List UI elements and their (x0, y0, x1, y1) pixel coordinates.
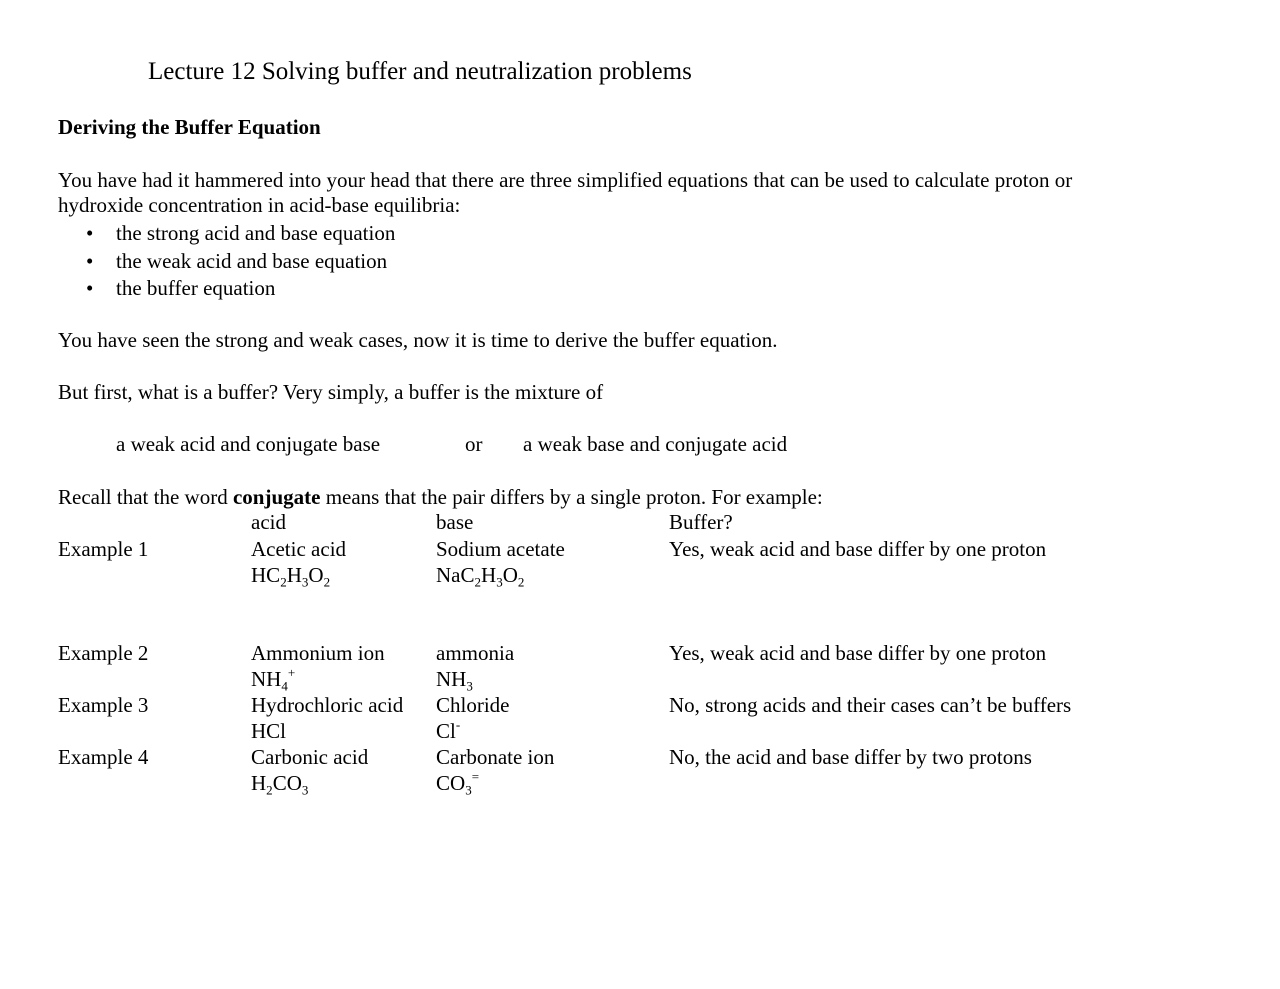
page-title: Lecture 12 Solving buffer and neutralization problems (148, 58, 692, 85)
formula-text: CO (272, 771, 302, 795)
formula-subscript: 4 (281, 678, 288, 694)
formula-text: O (502, 563, 518, 587)
section-heading: Deriving the Buffer Equation (58, 115, 321, 139)
bullet-dot-icon: • (86, 221, 94, 245)
header-buffer: Buffer? (669, 510, 733, 534)
recall-bold-term: conjugate (232, 485, 321, 509)
recall-post: means that the pair differs by a single proton. For example: (320, 485, 823, 509)
acid-name: Hydrochloric acid (251, 693, 404, 717)
base-formula (436, 563, 524, 588)
base-name: ammonia (436, 641, 515, 665)
formula-text: H (481, 563, 497, 587)
formula-text: H (251, 771, 267, 795)
example-label: Example 3 (58, 693, 149, 717)
formula-subscript: 3 (465, 782, 472, 798)
formula-supscript: - (455, 716, 461, 732)
formula-text: O (308, 563, 324, 587)
formula-text: CO (436, 771, 466, 795)
formula-text: HC (251, 563, 281, 587)
recall-sentence (58, 485, 823, 510)
acid-name: Acetic acid (251, 537, 347, 561)
base-name: Carbonate ion (436, 745, 555, 769)
bullet-item: the weak acid and base equation (116, 249, 388, 273)
acid-formula (251, 771, 308, 796)
bullet-dot-icon: • (86, 249, 94, 273)
base-formula (436, 716, 461, 744)
buffer-answer: No, the acid and base differ by two protons (669, 745, 1032, 769)
formula-subscript: 2 (280, 574, 287, 590)
formula-subscript: 2 (323, 574, 331, 590)
paragraph-seen: You have seen the strong and weak cases, now it is time to derive the buffer equation. (58, 328, 778, 352)
example-label: Example 1 (58, 537, 149, 561)
base-name: Chloride (436, 693, 510, 717)
acid-name: Carbonic acid (251, 745, 369, 769)
formula-subscript: 3 (301, 574, 309, 590)
formula-text: HCl (251, 719, 287, 743)
acid-formula (251, 719, 286, 744)
acid-formula (251, 664, 296, 694)
acid-name: Ammonium ion (251, 641, 385, 665)
intro-line-2: hydroxide concentration in acid-base equilibria: (58, 193, 461, 217)
mixture-option-right: a weak base and conjugate acid (523, 432, 788, 456)
formula-subscript: 3 (496, 574, 503, 590)
header-acid: acid (251, 510, 286, 534)
paragraph-buffer-definition: But first, what is a buffer? Very simply, a buffer is the mixture of (58, 380, 604, 404)
example-label: Example 4 (58, 745, 149, 769)
formula-text: NH (251, 667, 282, 691)
example-label: Example 2 (58, 641, 149, 665)
bullet-item: the strong acid and base equation (116, 221, 396, 245)
formula-text: H (286, 563, 302, 587)
bullet-dot-icon: • (86, 276, 94, 300)
buffer-answer: No, strong acids and their cases can’t be buffers (669, 693, 1072, 717)
formula-text: Cl (436, 719, 456, 743)
mixture-option-left: a weak acid and conjugate base (116, 432, 381, 456)
header-base: base (436, 510, 474, 534)
buffer-answer: Yes, weak acid and base differ by one proton (669, 537, 1047, 561)
intro-line-1: You have had it hammered into your head that there are three simplified equations that can be used to calculate proton or (58, 168, 1073, 192)
formula-subscript: 3 (301, 782, 309, 798)
base-formula (436, 768, 480, 798)
formula-subscript: 2 (266, 782, 273, 798)
base-name: Sodium acetate (436, 537, 565, 561)
formula-supscript: = (471, 768, 480, 784)
base-formula (436, 667, 473, 692)
formula-text: NH (436, 667, 467, 691)
bullet-item: the buffer equation (116, 276, 276, 300)
recall-pre: Recall that the word (58, 485, 233, 509)
formula-text: NaC (436, 563, 475, 587)
buffer-answer: Yes, weak acid and base differ by one proton (669, 641, 1047, 665)
formula-subscript: 2 (517, 574, 525, 590)
acid-formula (251, 563, 330, 588)
formula-subscript: 3 (466, 678, 473, 694)
mixture-or: or (465, 432, 483, 456)
formula-supscript: + (287, 664, 296, 680)
formula-subscript: 2 (474, 574, 482, 590)
